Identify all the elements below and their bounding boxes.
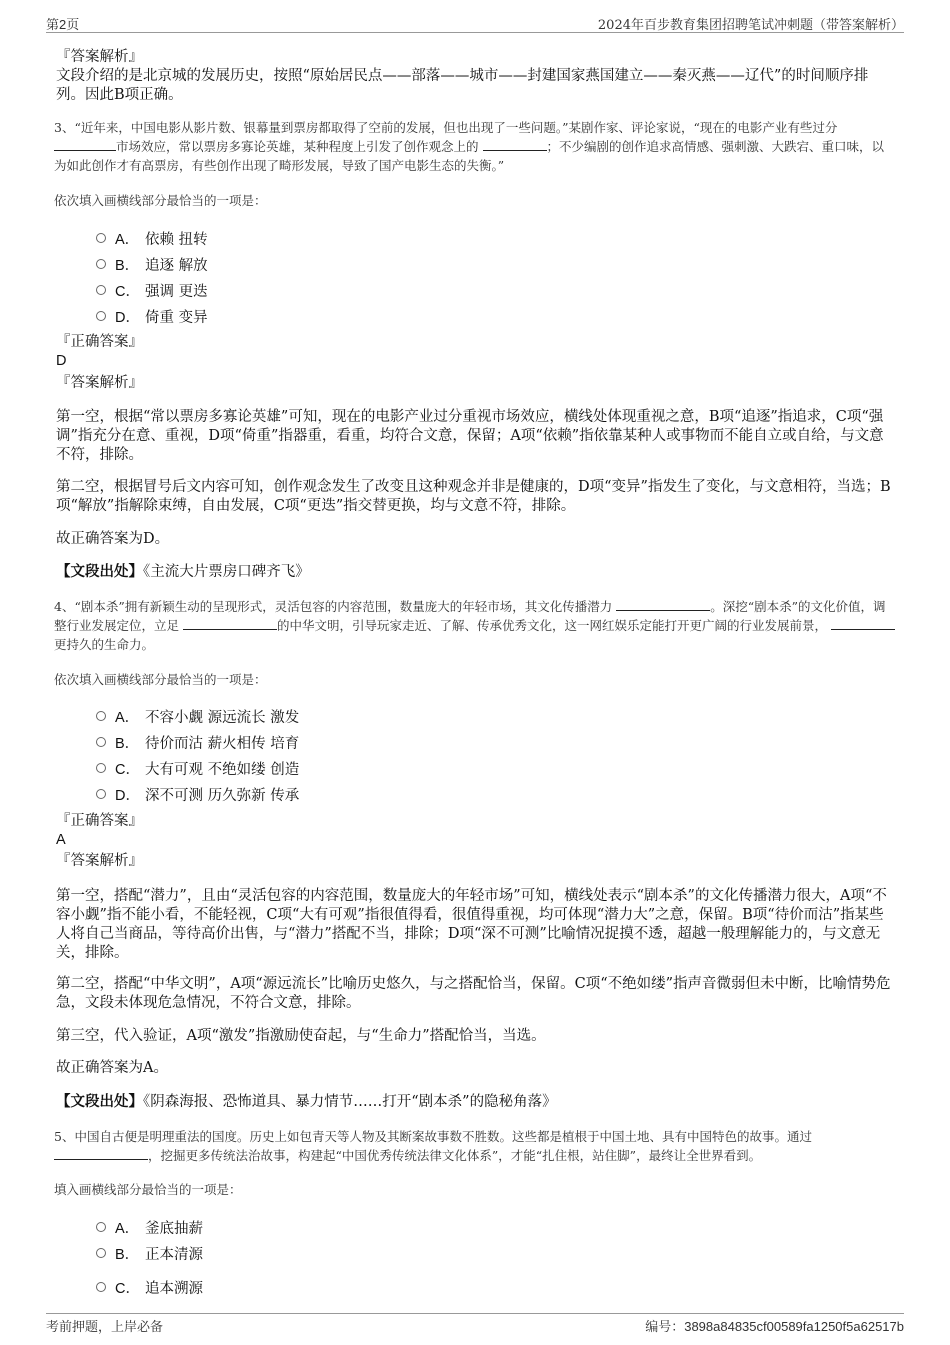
q4-analysis-p2: 第二空，搭配“中华文明”，A项“源远流长”比喻历史悠久，与之搭配恰当，保留。C项“不绝如缕”指声音微弱但未中断，比喻情势危急，文段未体现危急情况，不符合文意，排除。 bbox=[56, 976, 891, 1011]
q4-source bbox=[56, 1092, 557, 1112]
footer-slogan: 考前押题，上岸必备 bbox=[46, 1320, 164, 1335]
q3-options bbox=[96, 225, 208, 329]
q4-analysis-p1: 第一空，搭配“潜力”，且由“灵活包容的内容范围，数量庞大的年轻市场”可知，横线处表示“剧本杀”的文化传播潜力很大，A项“不容小觑”指不能小看，不能轻视，C项“大有可观”指很值得看，很值得重视，均可体现“潜力大”之意，保留。B项“待价而沽”指某些人将自己当商品，等待高价出售，与“潜力”搭配不当，排除；D项“深不可测”比喻情况捉摸不透，超越一般理解能力的，与文意无关，排除。 bbox=[56, 888, 887, 961]
radio-icon[interactable] bbox=[96, 789, 106, 799]
q5-option-b[interactable]: B． 正本清源 bbox=[96, 1240, 203, 1266]
q4-option-d[interactable]: D． 深不可测 历久弥新 传承 bbox=[96, 781, 299, 807]
q4-conclusion: 故正确答案为A。 bbox=[56, 1060, 168, 1076]
q3-answer-label: 『正确答案』 bbox=[56, 334, 143, 350]
q4-instruction: 依次填入画横线部分最恰当的一项是： bbox=[54, 672, 267, 687]
document-title: 2024年百步教育集团招聘笔试冲刺题（带答案解析） bbox=[597, 18, 904, 33]
q4-options bbox=[96, 703, 299, 807]
radio-icon[interactable] bbox=[96, 285, 106, 295]
q2-analysis-text: 文段介绍的是北京城的发展历史，按照“原始居民点——部落——城市——封建国家燕国建立——秦灭燕——辽代”的时间顺序排列。因此B项正确。 bbox=[56, 68, 869, 103]
q5-stem bbox=[54, 1127, 896, 1165]
q3-source-text: 《主流大片票房口碑齐飞》 bbox=[143, 564, 310, 580]
q3-conclusion: 故正确答案为D。 bbox=[56, 531, 170, 547]
radio-icon[interactable] bbox=[96, 233, 106, 243]
q5-option-a[interactable]: A． 釜底抽薪 bbox=[96, 1214, 203, 1240]
q3-option-c[interactable]: C． 强调 更迭 bbox=[96, 277, 208, 303]
q5-option-c[interactable]: C． 追本溯源 bbox=[96, 1274, 203, 1300]
page-header bbox=[46, 12, 904, 33]
q5-instruction: 填入画横线部分最恰当的一项是： bbox=[54, 1182, 242, 1197]
q4-option-c[interactable]: C． 大有可观 不绝如缕 创造 bbox=[96, 755, 299, 781]
q4-analysis-p3: 第三空，代入验证，A项“激发”指激励使奋起，与“生命力”搭配恰当，当选。 bbox=[56, 1028, 546, 1044]
q5-options bbox=[96, 1214, 203, 1300]
q3-option-d[interactable]: D． 倚重 变异 bbox=[96, 303, 208, 329]
radio-icon[interactable] bbox=[96, 259, 106, 269]
q3-source bbox=[56, 562, 310, 582]
q3-option-a[interactable]: A． 依赖 扭转 bbox=[96, 225, 208, 251]
q3-instruction: 依次填入画横线部分最恰当的一项是： bbox=[54, 193, 267, 208]
page-footer bbox=[46, 1313, 904, 1334]
q3-stem-part-a: 3、“近年来，中国电影从影片数、银幕量到票房都取得了空前的发展，但也出现了一些问题。”某剧作家、评论家说，“现在的电影产业有些过分 bbox=[54, 120, 838, 135]
radio-icon[interactable] bbox=[96, 1222, 106, 1232]
q4-source-label: 【文段出处】 bbox=[56, 1093, 143, 1110]
q4-blank-3 bbox=[831, 617, 895, 630]
q4-stem-part-a: 4、“剧本杀”拥有新颖生动的呈现形式，灵活包容的内容范围，数量庞大的年轻市场，其文化传播潜力 bbox=[54, 599, 613, 614]
q4-blank-2 bbox=[183, 617, 277, 630]
q5-blank-1 bbox=[54, 1147, 148, 1160]
q4-stem bbox=[54, 597, 896, 654]
q4-answer: A bbox=[56, 832, 66, 848]
q4-blank-1 bbox=[616, 598, 710, 611]
q4-option-a[interactable]: A． 不容小觑 源远流长 激发 bbox=[96, 703, 299, 729]
radio-icon[interactable] bbox=[96, 737, 106, 747]
q3-stem-part-c: ；不少编剧的创作追求高情感、强刺激、大跌宕、重口味，以为如此创作才有高票房，有些创作出现了畸形发展，导致了国产电影生态的失衡。” bbox=[54, 139, 885, 173]
q4-answer-label: 『正确答案』 bbox=[56, 813, 143, 829]
q3-analysis-p2: 第二空，根据冒号后文内容可知，创作观念发生了改变且这种观念并非是健康的，D项“变异”指发生了变化，与文意相符，当选；B项“解放”指解除束缚，自由发展，C项“更迭”指交替更换，均与文意不符，排除。 bbox=[56, 479, 891, 514]
q3-stem-part-b: 市场效应，常以票房多寡论英雄，某种程度上引发了创作观念上的 bbox=[116, 139, 479, 154]
q3-stem bbox=[54, 118, 896, 175]
q3-source-label: 【文段出处】 bbox=[56, 563, 143, 580]
q3-blank-1 bbox=[54, 138, 116, 151]
radio-icon[interactable] bbox=[96, 763, 106, 773]
q3-answer: D bbox=[56, 353, 67, 369]
q3-analysis-label: 『答案解析』 bbox=[56, 375, 143, 391]
radio-icon[interactable] bbox=[96, 1248, 106, 1258]
q5-stem-part-a: 5、中国自古便是明理重法的国度。历史上如包青天等人物及其断案故事数不胜数。这些都是植根于中国土地、具有中国特色的故事。通过 bbox=[54, 1129, 812, 1144]
q3-analysis-p1: 第一空，根据“常以票房多寡论英雄”可知，现在的电影产业过分重视市场效应，横线处体现重视之意，B项“追逐”指追求，C项“强调”指充分在意、重视，D项“倚重”指器重，看重，均符合文意，保留；A项“依赖”指依靠某种人或事物而不能自立或自给，与文意不符，排除。 bbox=[56, 409, 884, 463]
radio-icon[interactable] bbox=[96, 311, 106, 321]
q3-blank-2 bbox=[483, 138, 547, 151]
document-code: 编号：3898a84835cf00589fa1250f5a62517b bbox=[645, 1319, 904, 1334]
q3-option-b[interactable]: B． 追逐 解放 bbox=[96, 251, 208, 277]
q2-analysis-label: 『答案解析』 bbox=[56, 49, 143, 65]
q4-analysis-label: 『答案解析』 bbox=[56, 853, 143, 869]
radio-icon[interactable] bbox=[96, 711, 106, 721]
q2-analysis-block bbox=[56, 48, 894, 105]
q4-option-b[interactable]: B． 待价而沽 薪火相传 培育 bbox=[96, 729, 299, 755]
q4-stem-part-d: 更持久的生命力。 bbox=[54, 637, 155, 652]
q5-stem-part-b: ，挖掘更多传统法治故事，构建起“中国优秀传统法律文化体系”，才能“扎住根，站住脚”，最终让全世界看到。 bbox=[148, 1148, 762, 1163]
q4-stem-part-c: 的中华文明，引导玩家走近、了解、传承优秀文化，这一网红娱乐定能打开更广阔的行业发展前景， bbox=[277, 618, 828, 633]
page-number: 第2页 bbox=[46, 17, 80, 32]
q4-source-text: 《阴森海报、恐怖道具、暴力情节……打开“剧本杀”的隐秘角落》 bbox=[143, 1094, 557, 1110]
radio-icon[interactable] bbox=[96, 1282, 106, 1292]
q4-stem-part-b: 。深挖“剧本杀”的文化价值，调整行业发展定位，立足 bbox=[54, 599, 886, 633]
